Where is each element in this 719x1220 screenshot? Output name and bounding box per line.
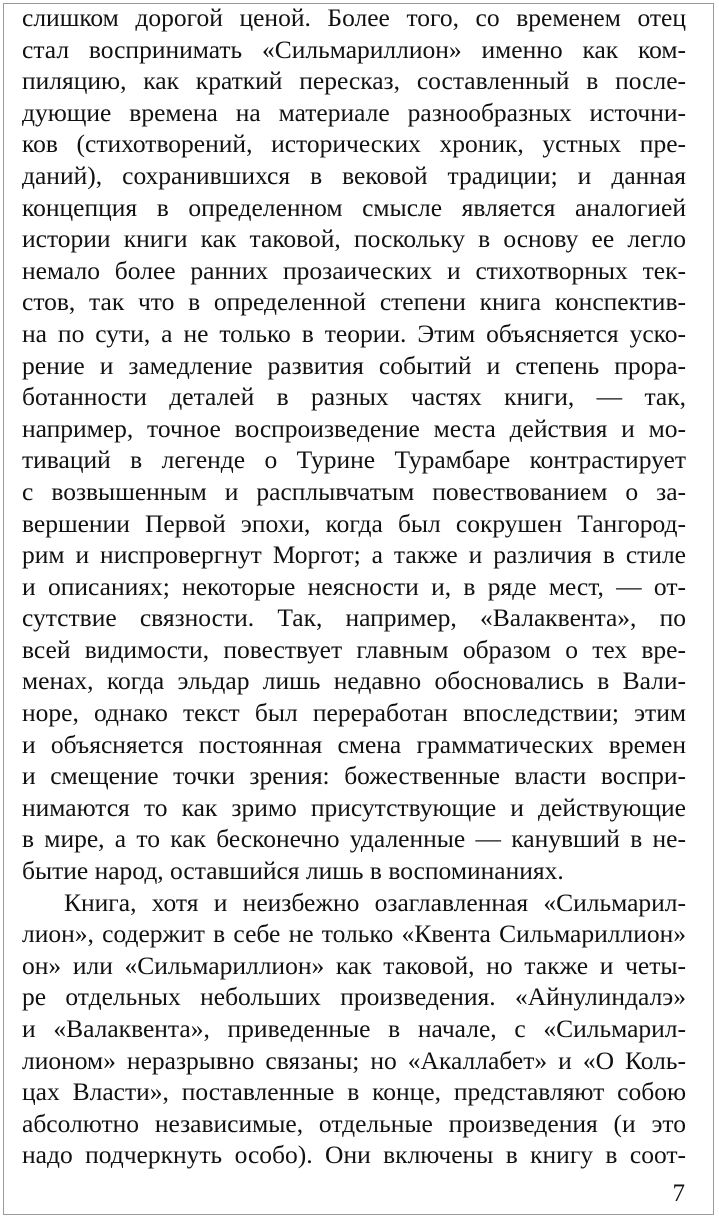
text-line: менах, когда эльдар лишь недавно обосновались в Вали-: [22, 666, 686, 696]
text-line: ботанности деталей в разных частях книги, — так,: [22, 382, 686, 412]
text-line: концепция в определенном смысле является аналогией: [22, 192, 686, 222]
text-line: и «Валаквента», приведенные в начале, с «Сильмарил-: [22, 1014, 686, 1043]
text-line: норе, однако текст был переработан впоследствии; этим: [22, 698, 686, 728]
text-line: всей видимости, повествует главным образом о тех вре-: [22, 634, 686, 664]
text-line: ре отдельных небольших произведения. «Айнулиндалэ»: [22, 982, 686, 1012]
text-line: рим и ниспровергнут Моргот; а также и различия в стиле: [22, 540, 686, 570]
text-line: тиваций в легенде о Турине Турамбаре контрастирует: [22, 445, 686, 475]
text-line-indented: Книга, хотя и неизбежно озаглавленная «Сильмарил-: [64, 887, 686, 917]
body-text: [22, 2, 686, 1171]
paragraph-1: [22, 2, 686, 887]
text-line: цах Власти», поставленные в конце, представляют собою: [22, 1077, 686, 1107]
text-line: пиляцию, как краткий пересказ, составленный в после-: [22, 66, 686, 96]
text-line: в мире, а то как бесконечно удаленные — канувший в не-: [22, 824, 686, 854]
text-line: надо подчеркнуть особо). Они включены в книгу в соот-: [22, 1140, 686, 1170]
text-line-last: бытие народ, оставшийся лишь в воспоминаниях.: [22, 856, 564, 886]
text-line: на по сути, а не только в теории. Этим объясняется уско-: [22, 318, 686, 348]
text-line: например, точное воспроизведение места действия и мо-: [22, 413, 686, 443]
text-line: и объясняется постоянная смена грамматических времен: [22, 729, 686, 759]
text-line: дующие времена на материале разнообразных источни-: [22, 97, 686, 127]
text-line: и описаниях; некоторые неясности и, в ряде мест, — от-: [22, 571, 686, 601]
text-line: ков (стихотворений, исторических хроник, устных пре-: [22, 129, 686, 159]
page-number: 7: [672, 1180, 685, 1207]
text-line: нимаются то как зримо присутствующие и действующие: [22, 792, 686, 822]
text-line: лионом» неразрывно связаны; но «Акаллабет» и «О Коль-: [22, 1045, 686, 1075]
text-line: даний), сохранившихся в вековой традиции; и данная: [22, 160, 686, 190]
text-line: абсолютно независимые, отдельные произведения (и это: [22, 1108, 686, 1138]
text-line: он» или «Сильмариллион» как таковой, но также и четы-: [22, 950, 686, 980]
text-line: немало более ранних прозаических и стихотворных тек-: [22, 255, 686, 285]
text-line: стов, так что в определенной степени книга конспектив-: [22, 287, 686, 317]
text-line: лион», содержит в себе не только «Квента Сильмариллион»: [22, 919, 686, 949]
text-line: сутствие связности. Так, например, «Валаквента», по: [22, 603, 686, 633]
text-line: истории книги как таковой, поскольку в основу ее легло: [22, 224, 686, 254]
text-line: слишком дорогой ценой. Более того, со временем отец: [22, 3, 686, 32]
text-line: и смещение точки зрения: божественные власти воспри-: [22, 761, 686, 791]
text-line: вершении Первой эпохи, когда был сокрушен Тангород-: [22, 508, 686, 538]
paragraph-2: [22, 887, 686, 1171]
text-line: рение и замедление развития событий и степень прора-: [22, 350, 686, 380]
text-line: стал воспринимать «Сильмариллион» именно как ком-: [22, 34, 686, 64]
text-line: с возвышенным и расплывчатым повествованием о за-: [22, 476, 686, 506]
